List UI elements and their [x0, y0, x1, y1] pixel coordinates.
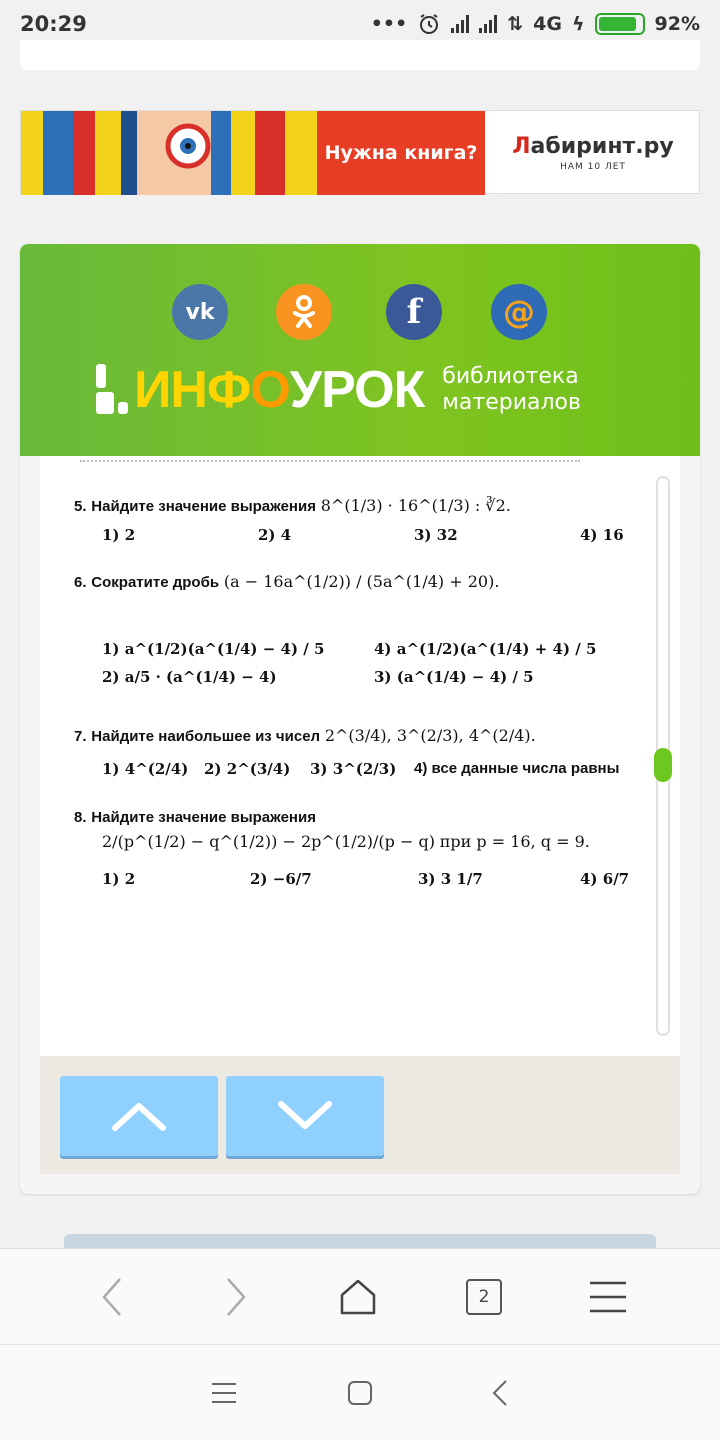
- answer-option: 3) 3 1/7: [418, 870, 483, 888]
- question-5: 5. Найдите значение выражения 8^(1/3) · 16^(1/3) : ∛2.: [74, 496, 511, 515]
- vk-share-button[interactable]: vk: [172, 284, 228, 340]
- answer-option: 1) 2: [102, 526, 136, 544]
- infourok-header: [20, 244, 700, 456]
- answer-option: 2) 4: [258, 526, 292, 544]
- tabs-button[interactable]: [460, 1273, 508, 1321]
- labirint-logo: Лабиринт.ру НАМ 10 ЛЕТ: [512, 134, 674, 172]
- menu-lines-icon: [211, 1382, 237, 1404]
- banner-headline: Нужна книга?: [317, 111, 485, 195]
- answer-option: 1) a^(1/2)(a^(1/4) − 4) / 5: [102, 640, 325, 658]
- network-type: 4G: [533, 13, 562, 35]
- data-arrows-icon: ⇅: [507, 13, 524, 35]
- answer-option: 1) 2: [102, 870, 136, 888]
- infourok-card: [20, 244, 700, 1194]
- system-navigation-bar: [0, 1344, 720, 1440]
- infourok-mark-icon: [96, 364, 128, 416]
- chevron-down-icon: [277, 1100, 333, 1132]
- home-icon: [338, 1277, 378, 1317]
- signal-icon: [451, 15, 469, 33]
- labirint-banner[interactable]: [20, 110, 700, 194]
- status-icons: [371, 12, 700, 36]
- infourok-logo: ИНФ О УРОК библиотека материалов: [96, 360, 581, 420]
- alarm-icon: [417, 12, 441, 36]
- facebook-share-button[interactable]: f: [386, 284, 442, 340]
- recent-apps-button[interactable]: [200, 1369, 248, 1417]
- square-icon: [347, 1380, 373, 1406]
- answer-option: 2) 2^(3/4): [204, 760, 291, 778]
- more-dots-icon: •••: [370, 13, 408, 35]
- chevron-left-icon: [100, 1277, 124, 1317]
- answer-option: 4) 16: [580, 526, 624, 544]
- banner-illustration: [21, 111, 317, 195]
- ok-share-button[interactable]: [276, 284, 332, 340]
- answer-option: 4) a^(1/2)(a^(1/4) + 4) / 5: [374, 640, 597, 658]
- chevron-up-icon: [111, 1100, 167, 1132]
- back-arrow-icon: [490, 1379, 510, 1407]
- menu-button[interactable]: [584, 1273, 632, 1321]
- page-up-button[interactable]: [60, 1076, 218, 1156]
- hamburger-menu-icon: [588, 1280, 628, 1314]
- signal-icon: [479, 15, 497, 33]
- question-7: 7. Найдите наибольшее из чисел 2^(3/4), 3^(2/3), 4^(2/4).: [74, 726, 536, 745]
- system-back-button[interactable]: [476, 1369, 524, 1417]
- battery-percent: 92%: [654, 13, 700, 35]
- page-down-button[interactable]: [226, 1076, 384, 1156]
- answer-option: 1) 4^(2/4): [102, 760, 189, 778]
- charging-icon: ϟ: [571, 13, 585, 35]
- document-viewer[interactable]: [40, 456, 680, 1056]
- question-8: 8. Найдите значение выражения: [74, 809, 316, 826]
- chevron-right-icon: [224, 1277, 248, 1317]
- back-button[interactable]: [88, 1273, 136, 1321]
- answer-option: 2) a/5 · (a^(1/4) − 4): [102, 668, 277, 686]
- answer-option: 3) 32: [414, 526, 458, 544]
- answer-option: 3) (a^(1/4) − 4) / 5: [374, 668, 534, 686]
- viewer-scroll-thumb[interactable]: [654, 748, 672, 782]
- browser-toolbar: [0, 1248, 720, 1344]
- answer-option: 2) −6/7: [250, 870, 312, 888]
- tabs-count: 2: [466, 1279, 502, 1315]
- answer-option: 4) все данные числа равны: [414, 760, 620, 777]
- answer-option: 3) 3^(2/3): [310, 760, 397, 778]
- answer-option: 4) 6/7: [580, 870, 630, 888]
- status-time: 20:29: [20, 12, 87, 36]
- page-navigation: [40, 1056, 680, 1174]
- magnifier-eye-icon: [163, 121, 213, 171]
- question-8-expression: 2/(p^(1/2) − q^(1/2)) − 2p^(1/2)/(p − q) при p = 16, q = 9.: [102, 832, 590, 851]
- battery-icon: [595, 13, 645, 35]
- forward-button[interactable]: [212, 1273, 260, 1321]
- question-6: 6. Сократите дробь (a − 16a^(1/2)) / (5a^(1/4) + 20).: [74, 572, 500, 591]
- system-home-button[interactable]: [336, 1369, 384, 1417]
- previous-card: [20, 40, 700, 70]
- mailru-share-button[interactable]: @: [491, 284, 547, 340]
- home-button[interactable]: [334, 1273, 382, 1321]
- odnoklassniki-icon: [290, 294, 318, 330]
